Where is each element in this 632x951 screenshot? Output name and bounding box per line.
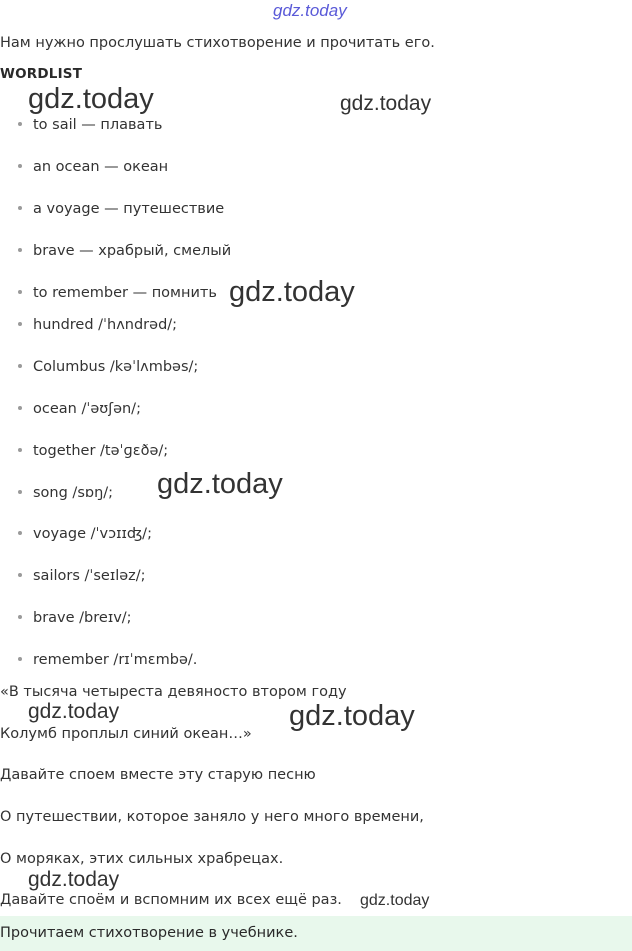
wordlist-item: brave /breɪv/; bbox=[18, 610, 132, 626]
watermark-8: gdz.today bbox=[360, 892, 430, 909]
watermark-2: gdz.today bbox=[340, 92, 432, 115]
wordlist-item: Columbus /kəˈlʌmbəs/; bbox=[18, 359, 198, 375]
wordlist-heading: WORDLIST bbox=[0, 66, 83, 82]
bullet-icon bbox=[18, 248, 22, 252]
wordlist-item: sailors /ˈseɪləz/; bbox=[18, 568, 146, 584]
poem-line: Колумб проплыл синий океан…» bbox=[0, 726, 252, 742]
watermark-1: gdz.today bbox=[28, 83, 154, 115]
poem-line: О моряках, этих сильных храбрецах. bbox=[0, 851, 284, 867]
wordlist-item: an ocean — океан bbox=[18, 159, 168, 175]
watermark-4: gdz.today bbox=[157, 468, 283, 500]
wordlist-item: ocean /ˈəʊʃən/; bbox=[18, 401, 141, 417]
bullet-icon bbox=[18, 322, 22, 326]
bullet-icon bbox=[18, 448, 22, 452]
bullet-icon bbox=[18, 406, 22, 410]
bullet-icon bbox=[18, 657, 22, 661]
bullet-icon bbox=[18, 573, 22, 577]
watermark-7: gdz.today bbox=[28, 868, 120, 891]
bullet-icon bbox=[18, 206, 22, 210]
wordlist-item: hundred /ˈhʌndrəd/; bbox=[18, 317, 177, 333]
wordlist-item: a voyage — путешествие bbox=[18, 201, 224, 217]
poem-line: Давайте споем вместе эту старую песню bbox=[0, 767, 316, 783]
poem-line: О путешествии, которое заняло у него много времени, bbox=[0, 809, 424, 825]
wordlist-item: voyage /ˈvɔɪɪʤ/; bbox=[18, 526, 152, 542]
bullet-icon bbox=[18, 615, 22, 619]
watermark-3: gdz.today bbox=[229, 276, 355, 308]
wordlist-item: together /təˈɡɛðə/; bbox=[18, 443, 168, 459]
bullet-icon bbox=[18, 364, 22, 368]
poem-line: Давайте споём и вспомним их всех ещё раз. bbox=[0, 892, 342, 908]
wordlist-item: to remember — помнить bbox=[18, 285, 217, 301]
watermark-5: gdz.today bbox=[28, 700, 120, 723]
intro-text: Нам нужно прослушать стихотворение и прочитать его. bbox=[0, 35, 435, 51]
watermark-top: gdz.today bbox=[273, 1, 347, 20]
bullet-icon bbox=[18, 290, 22, 294]
bullet-icon bbox=[18, 531, 22, 535]
wordlist-item: song /sɒŋ/; bbox=[18, 485, 113, 501]
watermark-6: gdz.today bbox=[289, 700, 415, 732]
bullet-icon bbox=[18, 122, 22, 126]
wordlist-item: remember /rɪˈmɛmbə/. bbox=[18, 652, 197, 668]
footer-note-box bbox=[0, 916, 632, 951]
wordlist-item: brave — храбрый, смелый bbox=[18, 243, 231, 259]
bullet-icon bbox=[18, 164, 22, 168]
wordlist-item: to sail — плавать bbox=[18, 117, 162, 133]
bullet-icon bbox=[18, 490, 22, 494]
footer-note-text: Прочитаем стихотворение в учебнике. bbox=[0, 925, 298, 941]
poem-line: «В тысяча четыреста девяносто втором году bbox=[0, 684, 347, 700]
